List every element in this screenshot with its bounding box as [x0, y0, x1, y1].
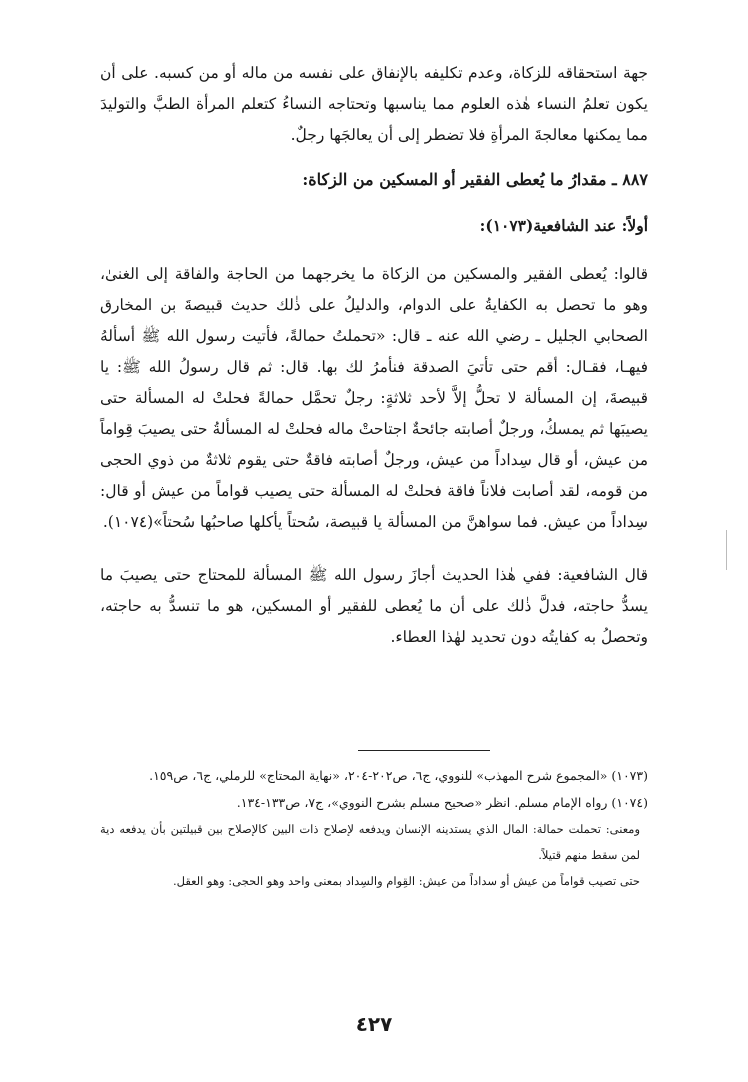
margin-mark — [726, 530, 727, 570]
section-heading: ٨٨٧ ـ مقدارُ ما يُعطى الفقير أو المسكين من الزكاة: — [302, 170, 648, 189]
section-subheading: أولاً: عند الشافعية(١٠٧٣): — [479, 216, 648, 235]
page-number: ٤٢٧ — [355, 1012, 393, 1036]
conclusion-paragraph: قال الشافعية: ففي هٰذا الحديث أجازَ رسول الله ﷺ المسألة للمحتاج حتى يصيبَ ما يسدُّ حاجته، فدلَّ ذٰلك على أن ما يُعطى للفقير أو المسكين، هو ما تنسدُّ به حاجته، وتحصلُ به كفايتُه دون تحديد لهٰذا العطاء. — [100, 566, 648, 646]
hadith-paragraph: قالوا: يُعطى الفقير والمسكين من الزكاة ما يخرجهما من الحاجة والفاقة إلى الغنىٰ، وهو ما تحصل به الكفايةُ على الدوام، والدليلُ على ذٰلك حديث قبيصةَ بن المخارق الصحابي الجليل ـ رضي الله عنه ـ قال: «تحملتُ حمالةً، فأتيت رسول الله ﷺ أسألهُ فيهـا، فقـال: أقم حتى تأتيَ الصدقة فنأمرُ لك بها. قال: ثم قال رسولُ الله ﷺ: يا قبيصةَ، إن المسألة لا تحلُّ إلاَّ لأحد ثلاثةٍ: رجلٌ تحمَّل حمالةً فحلتْ له المسألة حتى يصيبَها ثم يمسكُ، ورجلٌ أصابته جائحةٌ اجتاحتْ ماله فحلتْ له المسألةُ حتى يصيبَ قِواماً من عيش، أو قال سِداداً من عيش، ورجلٌ أصابته فاقةٌ حتى يقوم ثلاثةٌ من ذوي الحجى من قومه، لقد أصابت فلاناً فاقة فحلتْ له المسألة حتى يصيب قواماً من عيش أو قال: سِداداً من عيش. فما سواهنَّ من المسألة يا قبيصة، سُحتاً يأكلها صاحبُها سُحتاً»(١٠٧٤). — [100, 265, 648, 531]
footnote-meaning-2: حتى تصيب قواماً من عيش أو سداداً من عيش: القِوام والسِداد بمعنى واحد وهو الحجى: وهو العقل. — [172, 874, 640, 888]
main-text — [100, 58, 648, 653]
footnote-1074: (١٠٧٤) رواه الإمام مسلم. انظر «صحيح مسلم بشرح النووي»، ج٧، ص١٣٣-١٣٤. — [236, 795, 648, 810]
footnote-separator — [358, 750, 490, 751]
footnotes — [100, 762, 648, 894]
footnote-1073: (١٠٧٣) «المجموع شرح المهذب» للنووي، ج٦، ص٢٠٢-٢٠٤، «نهاية المحتاج» للرملي، ج٦، ص١٥٩. — [149, 768, 648, 783]
footnote-meaning-1: ومعنى: تحملت حمالة: المال الذي يستدينه الإنسان ويدفعه لإصلاح ذات البين كالإصلاح بين قبيلتين بأن يدفعه دية لمن سقط منهم قتيلاً. — [100, 822, 640, 862]
intro-paragraph: جهة استحقاقه للزكاة، وعدم تكليفه بالإنفاق على نفسه من ماله أو من كسبه. على أن يكون تعلمُ النساء هٰذه العلوم مما يناسبها وتحتاجه النساءُ كتعلم المرأة الطبَّ والتوليدَ مما يمكنها معالجةَ المرأةِ فلا تضطر إلى أن يعالجَها رجلٌ. — [100, 64, 648, 144]
